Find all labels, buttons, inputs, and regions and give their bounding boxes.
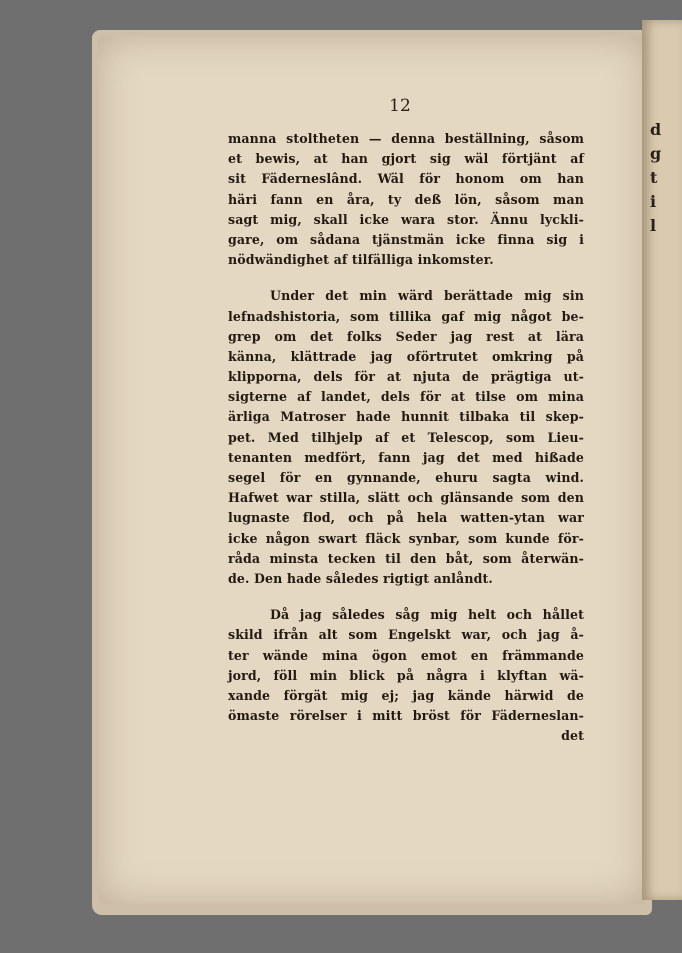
- text-line: tenanten medfört, fann jag det med hißade: [228, 449, 584, 465]
- text-line: segel för en gynnande, ehuru sagta wind.: [228, 470, 584, 485]
- text-line: råda minsta tecken til den båt, som återwän-: [228, 550, 584, 566]
- paragraph-1: [228, 129, 584, 270]
- text-line: skild ifrån alt som Engelskt war, och jag å-: [228, 627, 584, 643]
- page-number: 12: [389, 96, 411, 116]
- fragment: i: [650, 192, 657, 211]
- fragment: d: [650, 120, 662, 139]
- text-line: sigterne af landet, dels för at tilse om mina: [228, 389, 584, 405]
- text-line: ärliga Matroser hade hunnit tilbaka til skep-: [228, 409, 584, 425]
- paragraph-2: [228, 286, 584, 589]
- paragraph-gap: [228, 589, 584, 605]
- text-line: de. Den hade således rigtigt anlåndt.: [228, 570, 493, 586]
- text-line: häri fann en åra, ty deß lön, såsom man: [228, 191, 584, 207]
- next-page-fragments: [650, 118, 682, 238]
- paragraph-gap: [228, 270, 584, 286]
- text-line: jord, föll min blick på några i klyftan wä-: [228, 667, 584, 683]
- text-line: pet. Med tilhjelp af et Telescop, som Lieu-: [228, 429, 584, 445]
- fragment: t: [650, 168, 658, 187]
- text-line: Då jag således såg mig helt och hållet: [270, 607, 584, 623]
- text-line: nödwändighet af tilfälliga inkomster.: [228, 252, 494, 268]
- catchword: det: [561, 728, 584, 744]
- text-line: grep om det folks Seder jag rest at lära: [228, 328, 584, 344]
- text-line: lugnaste flod, och på hela watten-ytan war: [228, 510, 584, 526]
- text-line: gare, om sådana tjänstmän icke finna sig i: [228, 231, 584, 247]
- body-text: [228, 129, 584, 746]
- text-line: manna stoltheten — denna beställning, såsom: [228, 131, 584, 146]
- paragraph-3: [228, 605, 584, 726]
- text-line: sit Fäderneslând. Wäl för honom om han: [228, 171, 584, 187]
- text-line: xande förgät mig ej; jag kände härwid de: [228, 687, 584, 703]
- text-line: ömaste rörelser i mitt bröst för Fäderneslan-: [228, 708, 584, 724]
- text-line: lefnadshistoria, som tillika gaf mig något be-: [228, 308, 584, 324]
- text-line: Under det min wärd berättade mig sin: [270, 288, 584, 304]
- text-line: et bewis, at han gjort sig wäl förtjänt af: [228, 151, 584, 167]
- text-line: klipporna, dels för at njuta de prägtiga ut-: [228, 369, 584, 385]
- fragment: l: [650, 216, 657, 235]
- text-line: känna, klättrade jag oförtrutet omkring på: [228, 348, 584, 364]
- text-line: ter wände mina ögon emot en främmande: [228, 647, 584, 663]
- text-line: icke någon swart fläck synbar, som kunde för-: [228, 530, 584, 546]
- text-line: sagt mig, skall icke wara stor. Ännu lyckli-: [228, 211, 584, 227]
- fragment: g: [650, 144, 662, 163]
- text-line: Hafwet war stilla, slätt och glänsande som den: [228, 490, 584, 506]
